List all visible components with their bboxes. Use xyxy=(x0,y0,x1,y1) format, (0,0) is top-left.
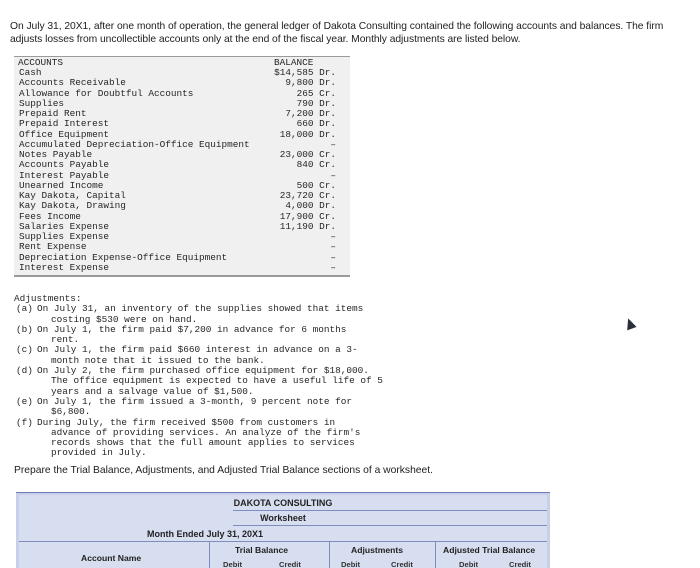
header-rule xyxy=(233,525,547,526)
account-names-column xyxy=(19,68,250,273)
adjustment-text-line: $6,800. xyxy=(51,406,91,418)
ledger-account-name: Allowance for Doubtful Accounts xyxy=(19,87,194,99)
ledger-account-name: Unearned Income xyxy=(19,179,104,191)
ledger-account-name: Prepaid Rent xyxy=(19,108,87,119)
adjustment-text-line: On July 31, an inventory of the supplies showed that items xyxy=(37,303,364,315)
adjustment-text-line: On July 1, the firm issued a 3-month, 9 percent note for xyxy=(37,395,353,407)
adjustment-item xyxy=(14,304,414,325)
ledger-balance-value: 790 Dr. xyxy=(296,97,336,109)
adjustment-text-line: provided in July. xyxy=(51,447,147,459)
adjustment-label: (b) xyxy=(16,323,33,335)
balances-column xyxy=(224,68,336,273)
adjustment-text-line: records shows that the full amount applies to services xyxy=(51,437,355,449)
adjustments-debit-header: Debit xyxy=(341,560,360,568)
ledger-account-name: Accounts Payable xyxy=(19,159,110,171)
adjustment-item xyxy=(14,325,414,346)
table-bottom-rule xyxy=(14,275,350,277)
adjusted-trial-balance-header: Adjusted Trial Balance xyxy=(443,545,536,555)
ledger-balance-value: 7,200 Dr. xyxy=(285,108,336,119)
ledger-account-name: Office Equipment xyxy=(19,128,110,140)
ledger-account-name: Kay Dakota, Drawing xyxy=(19,200,126,212)
adjustment-item xyxy=(14,345,414,366)
adjustment-text-line: On July 1, the firm paid $7,200 in advance for 6 months xyxy=(37,323,347,335)
ledger-balance-value: – xyxy=(330,241,336,253)
balance-header: BALANCE xyxy=(274,57,314,68)
ledger-account-name: Interest Payable xyxy=(19,169,110,181)
ledger-account-name: Rent Expense xyxy=(19,241,87,253)
adjustment-item xyxy=(14,366,414,397)
ledger-balance-value: – xyxy=(330,231,336,242)
worksheet-title: Worksheet xyxy=(260,513,306,523)
ledger-account-name: Fees Income xyxy=(19,210,81,222)
adjustment-text xyxy=(37,365,383,397)
company-name: DAKOTA CONSULTING xyxy=(233,498,333,508)
adjustment-items xyxy=(14,304,414,458)
adjustment-text-line: On July 2, the firm purchased office equipment for $18,000. xyxy=(37,365,369,377)
ledger-balance-value: 4,000 Dr. xyxy=(285,200,336,212)
adjustments-list xyxy=(14,294,414,459)
adjustment-text-line: month note that it issued to the bank. xyxy=(51,354,265,366)
ledger-account-name: Accumulated Depreciation-Office Equipment xyxy=(19,138,250,150)
account-name-header: Account Name xyxy=(81,553,142,563)
ledger-balance-value: – xyxy=(330,261,336,273)
ledger-account-name: Depreciation Expense-Office Equipment xyxy=(19,251,228,263)
ledger-account-name: Salaries Expense xyxy=(19,220,110,232)
ledger-balance-value: 265 Cr. xyxy=(296,87,336,99)
adjustment-text xyxy=(37,397,377,418)
trial-balance-credit-header: Credit xyxy=(279,560,301,568)
adjustment-label: (f) xyxy=(16,416,33,428)
trial-balance-header: Trial Balance xyxy=(235,545,289,555)
ledger-account-name: Interest Expense xyxy=(19,261,110,273)
adjustment-text-line: rent. xyxy=(51,334,80,346)
ledger-balance-value: – xyxy=(330,169,336,181)
general-ledger-table xyxy=(14,56,350,277)
ledger-balance-value: $14,585 Dr. xyxy=(274,67,336,78)
adjustment-text-line: advance of providing services. An analyze of the firm's xyxy=(51,426,361,438)
worksheet-form xyxy=(16,492,550,568)
adjustment-label: (e) xyxy=(16,395,33,407)
ledger-balance-value: 660 Dr. xyxy=(296,118,336,130)
adjustment-item xyxy=(14,418,414,459)
intro-paragraph: On July 31, 20X1, after one month of operation, the general ledger of Dakota Consulting contained the following accounts and balances. The firm adjusts losses from uncollectible accounts only at the end of the fiscal year. Monthly adjustments are listed below. xyxy=(10,21,664,45)
ledger-balance-value: 840 Cr. xyxy=(296,159,336,171)
worksheet-header xyxy=(19,495,547,568)
adjustment-text xyxy=(37,345,377,366)
ledger-balance-value: 18,000 Dr. xyxy=(279,128,336,140)
adjustments-heading: Adjustments: xyxy=(14,293,82,304)
ledger-account-name: Prepaid Interest xyxy=(19,118,110,130)
ledger-balance-value: – xyxy=(330,251,336,263)
header-rule xyxy=(233,510,547,511)
ledger-account-name: Supplies xyxy=(19,97,65,109)
ledger-balance-value: – xyxy=(330,138,336,150)
instruction-text: Prepare the Trial Balance, Adjustments, and Adjusted Trial Balance sections of a worksheet. xyxy=(14,465,433,476)
mouse-cursor-icon xyxy=(623,317,636,331)
adjustment-text-line: The office equipment is expected to have a useful life of 5 xyxy=(51,375,383,387)
header-rule xyxy=(19,541,547,542)
ledger-account-name: Accounts Receivable xyxy=(19,77,126,89)
adjustment-label: (c) xyxy=(16,344,33,356)
adjustment-text xyxy=(37,418,377,459)
ledger-balance-value: 9,800 Dr. xyxy=(285,77,336,89)
adjustment-text-line: During July, the firm received $500 from customers in xyxy=(37,416,336,428)
adjustments-header: Adjustments xyxy=(351,545,404,555)
adjustment-text xyxy=(37,325,377,346)
ledger-account-name: Notes Payable xyxy=(19,149,93,160)
ledger-balance-value: 23,000 Cr. xyxy=(279,149,336,160)
ledger-balance-value: 23,720 Cr. xyxy=(279,190,336,201)
column-divider xyxy=(435,541,436,568)
adjustment-text-line: On July 1, the firm paid $660 interest in advance on a 3- xyxy=(37,344,358,356)
ledger-balance-value: 17,900 Cr. xyxy=(279,210,336,222)
adjustment-text-line: years and a salvage value of $1,500. xyxy=(51,385,254,397)
trial-balance-debit-header: Debit xyxy=(223,560,242,568)
ledger-account-name: Cash xyxy=(19,67,42,78)
column-divider xyxy=(209,541,210,568)
adjustment-label: (a) xyxy=(16,303,33,315)
accounts-header: ACCOUNTS xyxy=(18,57,64,68)
ledger-account-name: Supplies Expense xyxy=(19,231,110,242)
adjusted-credit-header: Credit xyxy=(509,560,531,568)
ledger-balance-value: 500 Cr. xyxy=(296,179,336,191)
adjustment-text-line: costing $530 were on hand. xyxy=(51,313,198,325)
adjustment-text xyxy=(37,304,377,325)
ledger-balance-value: 11,190 Dr. xyxy=(279,220,336,232)
adjustments-credit-header: Credit xyxy=(391,560,413,568)
column-divider xyxy=(329,541,330,568)
adjustment-label: (d) xyxy=(16,365,33,377)
worksheet-period: Month Ended July 31, 20X1 xyxy=(146,529,264,539)
adjustment-item xyxy=(14,397,414,418)
ledger-account-name: Kay Dakota, Capital xyxy=(19,190,126,201)
adjusted-debit-header: Debit xyxy=(459,560,478,568)
